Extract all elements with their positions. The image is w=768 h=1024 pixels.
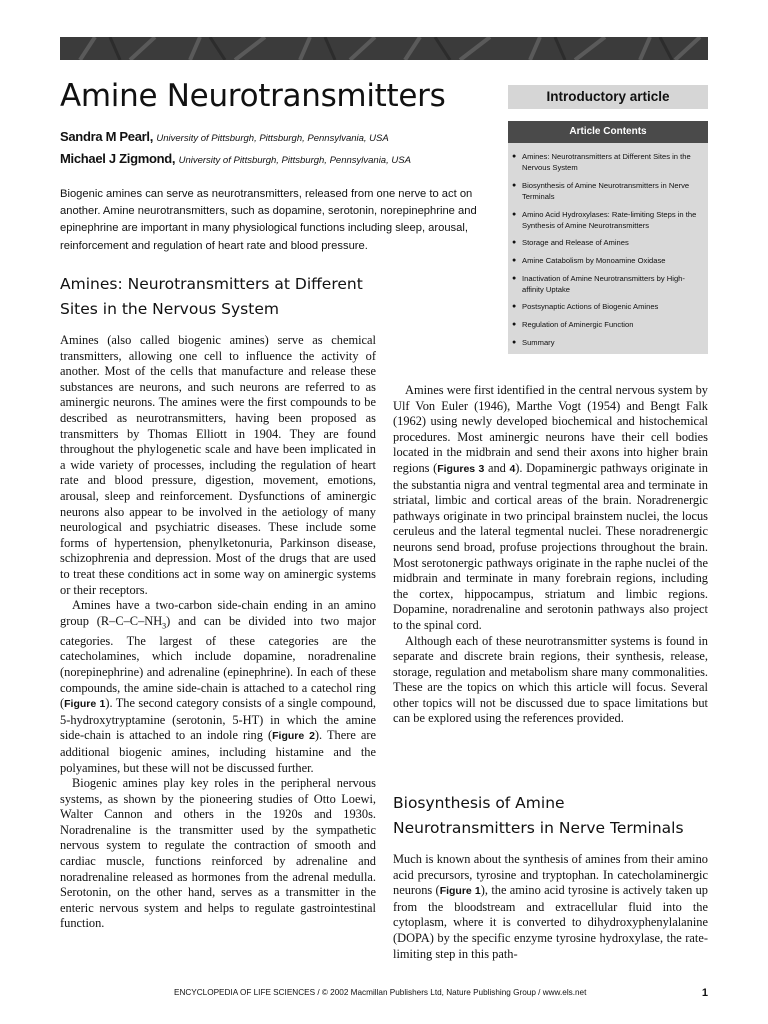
section-heading-amines: Amines: Neurotransmitters at Different Sites in the Nervous System [60, 275, 363, 318]
contents-title: Article Contents [508, 121, 708, 143]
contents-item[interactable] [512, 337, 702, 348]
paragraph [393, 852, 708, 962]
header-banner [60, 37, 708, 60]
banner-pattern [60, 37, 708, 60]
subscript: 3 [162, 621, 167, 631]
author-name: Michael J Zigmond, [60, 151, 176, 166]
right-column [393, 383, 708, 727]
article-contents-box [508, 121, 708, 354]
contents-item-label: Amine Catabolism by Monoamine Oxidase [522, 255, 666, 265]
contents-item[interactable] [512, 273, 702, 295]
text-run: ) and can be divided into two major categories. The largest of these categories are the catecholamines, which include dopamine, noradrenaline (norepinephrine) and adrenaline (epinephrine). In each of these compounds, the amine side-chain is attached to a catechol ring ( [60, 613, 376, 711]
paragraph: Biogenic amines play key roles in the peripheral nervous systems, as shown by the pioneering studies of Otto Loewi, Walter Cannon and others in the 1920s and 1930s. Noradrenaline is the transmitter used by the sympathetic nervous system to regulate the contraction of smooth and cardiac muscle, functions reinforced by adrenaline and noradrenaline released as hormones from the adrenal medulla. Serotonin, on the other hand, serves as a transmitter in the enteric nervous system and helps to regulate gastrointestinal function. [60, 776, 376, 931]
contents-item-label: Inactivation of Amine Neurotransmitters by High-affinity Uptake [522, 273, 685, 294]
section-heading-biosynthesis: Biosynthesis of Amine Neurotransmitters in Nerve Terminals [393, 794, 684, 837]
contents-item[interactable] [512, 319, 702, 330]
contents-item-label: Summary [522, 337, 555, 347]
paragraph [393, 383, 708, 634]
author-affiliation: University of Pittsburgh, Pittsburgh, Pennsylvania, USA [178, 155, 411, 166]
bullet-icon: ● [512, 256, 517, 264]
text-run: ), the amino acid tyrosine is actively taken up from the bloodstream and extracellular fluid into the cytoplasm, where it is converted to dihydroxyphenylalanine (DOPA) by the specific enzyme tyrosine hydroxylase, the rate-limiting step in this path- [393, 883, 709, 961]
text-run: Much is known about the synthesis of amines from their amino acid precursors, tyrosine and tryptophan. In catecholaminergic neurons ( [393, 852, 708, 898]
page-footer [60, 985, 708, 1001]
text-run: and [484, 460, 510, 475]
contents-item-label: Amino Acid Hydroxylases: Rate-limiting Steps in the Synthesis of Amine Neurotransmitters [522, 209, 697, 230]
text-run: ). There are additional biogenic amines, including histamine and the polyamines, but these will not be discussed further. [60, 728, 377, 775]
contents-item[interactable] [512, 151, 702, 173]
contents-item-label: Biosynthesis of Amine Neurotransmitters in Nerve Terminals [522, 180, 690, 201]
contents-item[interactable] [512, 237, 702, 248]
figure-link[interactable]: Figure 1 [439, 885, 481, 898]
contents-item-label: Storage and Release of Amines [522, 238, 629, 248]
paragraph: Although each of these neurotransmitter systems is found in separate and discrete brain regions, their synthesis, release, storage, regulation and metabolism share many commonalities. These are the topics on which this article will focus. Several other topics will not be discussed due to space limitations but can be explored using the references provided. [393, 633, 708, 726]
article-title: Amine Neurotransmitters [60, 78, 446, 114]
right-column-section2 [393, 852, 708, 962]
paragraph [60, 598, 376, 776]
contents-item[interactable] [512, 180, 702, 202]
contents-item-label: Amines: Neurotransmitters at Different Sites in the Nervous System [522, 152, 691, 173]
article-type-badge: Introductory article [508, 85, 708, 109]
text-run: Amines were first identified in the central nervous system by Ulf Von Euler (1946), Marthe Vogt (1954) and Bengt Falk (1962) using newly developed biochemical and histochemical procedures. Most aminergic neurons have their cell bodies located in the midbrain and send their axons into higher brain regions ( [393, 383, 708, 475]
text-run: Amines have a two-carbon side-chain ending in an amino group (R–C–C–NH [60, 598, 376, 628]
bullet-icon: ● [512, 274, 517, 282]
paragraph: Amines (also called biogenic amines) serve as chemical transmitters, allowing one cell to influence the activity of another. Most of the cells that manufacture and release these substances are neurons, and such neurons are referred to as aminergic neurons. The amines were the first compounds to be described as neurotransmitters, having been proposed as transmitters by Thomas Elliott in 1904. They are found throughout the phylogenetic scale and have been implicated in a wide variety of processes, including the regulation of heart rate and blood pressure, digestion, movement, emotions, arousal, sleep and reinforcement. Dysfunctions of aminergic neurons also appear to be involved in the aetiology of many neurological and psychiatric diseases. These include some forms of hypertension, phenylketonuria, Parkinson disease, schizophrenia and depression. Most of the drugs that are used to treat these conditions act in some way on aminergic systems or their receptors. [60, 333, 376, 597]
figure-link[interactable]: 4 [509, 462, 516, 475]
author-affiliation: University of Pittsburgh, Pittsburgh, Pennsylvania, USA [156, 133, 389, 144]
author-1 [60, 129, 389, 144]
bullet-icon: ● [512, 338, 517, 346]
bullet-icon: ● [512, 153, 517, 160]
bullet-icon: ● [512, 181, 517, 189]
bullet-icon: ● [512, 239, 517, 247]
figure-link[interactable]: Figures 3 [437, 462, 485, 475]
contents-item[interactable] [512, 209, 702, 231]
contents-item[interactable] [512, 301, 702, 312]
contents-item[interactable] [512, 255, 702, 266]
author-2 [60, 151, 411, 166]
bullet-icon: ● [512, 210, 517, 218]
bullet-icon: ● [512, 303, 517, 311]
text-run: ). The second category consists of a single compound, 5-hydroxytryptamine (serotonin, 5-HT) in which the amine side-chain is attached to an indole ring ( [60, 696, 377, 743]
abstract: Biogenic amines can serve as neurotransmitters, released from one nerve to act on another. Amine neurotransmitters, such as dopamine, serotonin, norepinephrine and epinephrine are important in many physiological functions including sleep, arousal, reinforcement and regulation of heart rate and blood pressure. [60, 188, 477, 252]
page-number: 1 [701, 987, 708, 999]
footer-citation: ENCYCLOPEDIA OF LIFE SCIENCES / © 2002 Macmillan Publishers Ltd, Nature Publishing Group / www.els.net [174, 988, 587, 997]
left-column [60, 333, 376, 932]
contents-list [508, 143, 708, 348]
figure-link[interactable]: Figure 1 [64, 698, 106, 711]
bullet-icon: ● [512, 320, 517, 328]
figure-link[interactable]: Figure 2 [272, 730, 315, 743]
contents-item-label: Regulation of Aminergic Function [522, 319, 634, 329]
author-name: Sandra M Pearl, [60, 129, 154, 144]
contents-item-label: Postsynaptic Actions of Biogenic Amines [522, 302, 659, 312]
text-run: ). Dopaminergic pathways originate in the substantia nigra and ventral tegmental area and terminate in striatal, limbic and cortical areas of the brain. Noradrenergic pathways originate in two principal brainstem nuclei, the locus ceruleus and the lateral tegmental nuclei. These noradrenergic neurons send broad, profuse projections throughout the brain. Most serotonergic pathways originate in the raphe nuclei of the midbrain and terminate in many forebrain regions, including the cortex, hippocampus, striatum and limbic regions. Dopamine, noradrenaline and serotonin pathways also project to the spinal cord. [393, 460, 708, 632]
